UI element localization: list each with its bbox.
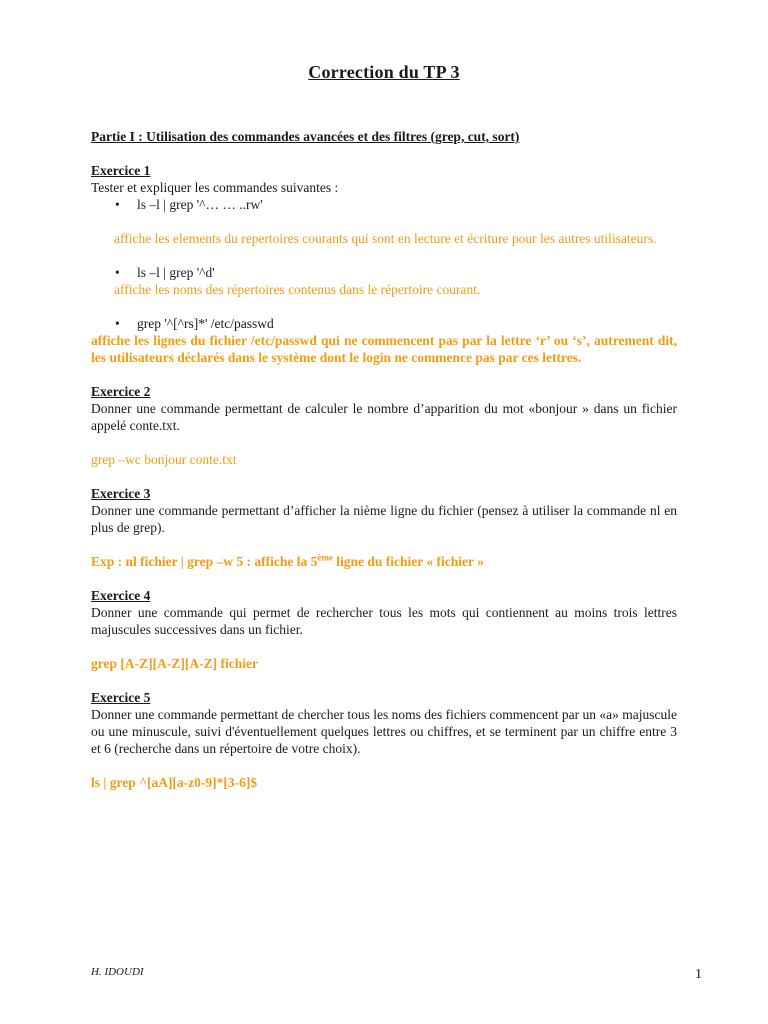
exercise-2-title: Exercice 2 [91,384,151,399]
exercise-1-command-1 [91,196,677,213]
command-text: ls –l | grep '^… … ..rw' [137,197,263,212]
answer-superscript: ème [317,552,333,563]
answer-part: Exp : nl fichier | grep –w 5 : affiche la 5 [91,554,318,569]
bullet-icon: • [115,197,120,212]
command-text: grep '^[^rs]*' /etc/passwd [137,316,274,331]
exercise-3-answer [91,553,677,570]
bullet-icon: • [115,316,120,331]
exercise-1-command-2 [91,264,677,281]
exercise-4-title: Exercice 4 [91,588,151,603]
exercise-5-text: Donner une commande permettant de chercher tous les noms des fichiers commencent par un «a» majuscule ou une minuscule, suivi d'éventuellement quelques lettres ou chiffres, et se terminent par un chiffre entre 3 et 6 (recherche dans un répertoire de votre choix). [91,707,677,756]
document-body [91,128,677,791]
command-text: ls –l | grep '^d' [137,265,215,280]
exercise-5-answer: ls | grep ^[aA][a-z0-9]*[3-6]$ [91,775,258,790]
bullet-icon: • [115,265,120,280]
exercise-3-text: Donner une commande permettant d’afficher la nième ligne du fichier (pensez à utiliser la commande nl en plus de grep). [91,503,677,535]
exercise-4-answer: grep [A-Z][A-Z][A-Z] fichier [91,656,258,671]
page-number: 1 [695,967,702,982]
exercise-1-answer-2: affiche les noms des répertoires contenus dans le répertoire courant. [114,282,481,297]
exercise-5-title: Exercice 5 [91,690,151,705]
part-heading: Partie I : Utilisation des commandes avancées et des filtres (grep, cut, sort) [91,129,520,144]
document-title: Correction du TP 3 [308,62,460,82]
exercise-3-title: Exercice 3 [91,486,151,501]
exercise-1-intro: Tester et expliquer les commandes suivantes : [91,180,339,195]
exercise-2-answer: grep –wc bonjour conte.txt [91,452,237,467]
footer-author: H. IDOUDI [91,966,144,978]
answer-part: ligne du fichier « fichier » [332,554,484,569]
exercise-4-text: Donner une commande qui permet de rechercher tous les mots qui contiennent au moins trois lettres majuscules successives dans un fichier. [91,605,677,637]
exercise-1-answer-3: affiche les lignes du fichier /etc/passwd qui ne commencent pas par la lettre ‘r’ ou ‘s’, autrement dit, les utilisateurs déclarés dans le système dont le login ne commence pas par ces lettres. [91,333,677,365]
exercise-1-title: Exercice 1 [91,163,151,178]
exercise-1-command-3 [91,315,677,332]
exercise-1-answer-1: affiche les elements du repertoires courants qui sont en lecture et écriture pour les autres utilisateurs. [114,231,657,246]
exercise-2-text: Donner une commande permettant de calculer le nombre d’apparition du mot «bonjour » dans un fichier appelé conte.txt. [91,401,677,433]
